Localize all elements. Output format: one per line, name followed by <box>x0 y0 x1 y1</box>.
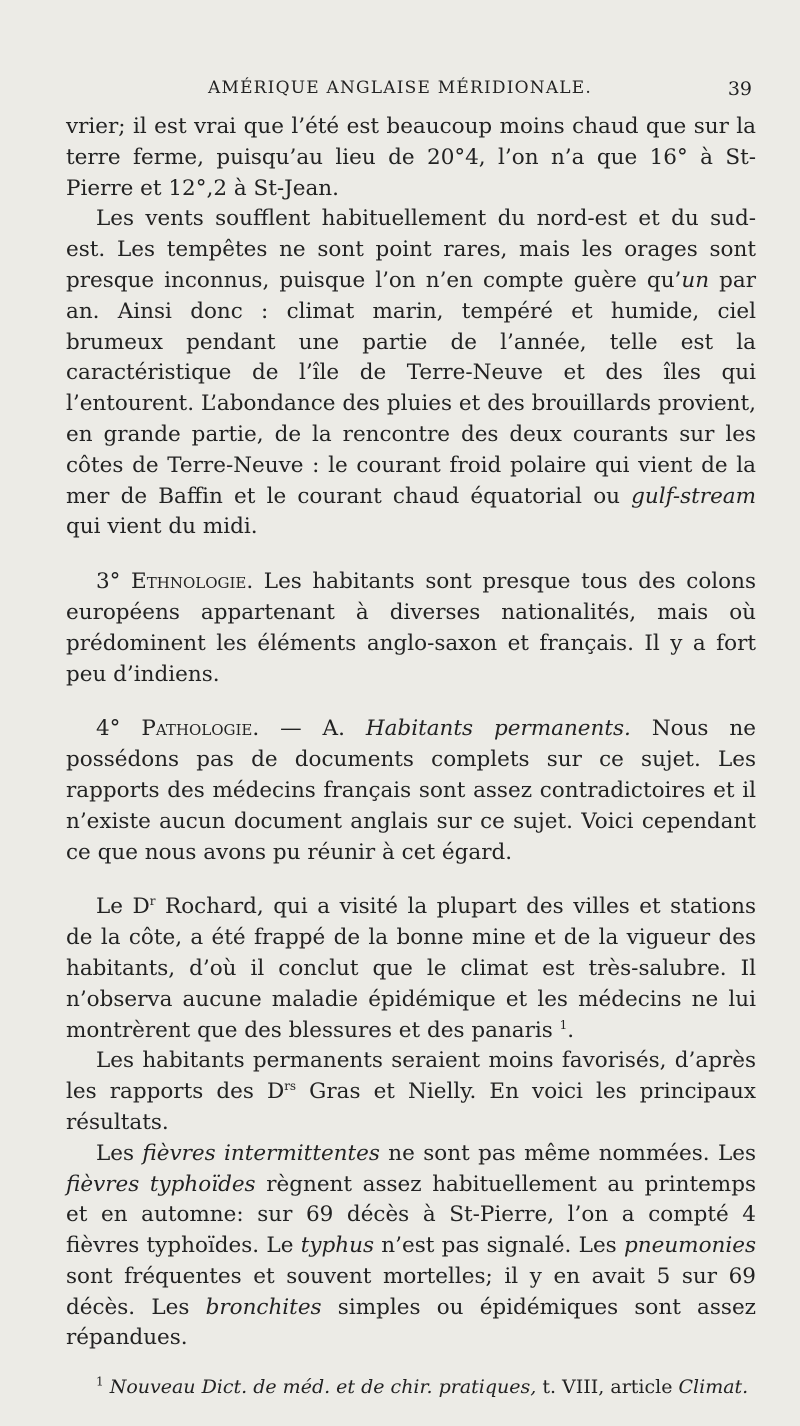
paragraph-text: n’est pas signalé. Les <box>374 1233 624 1259</box>
paragraph-text: Rochard, qui a visité la plupart des villes et stations de la côte, a été frappé de la bonne mine et de la vigueur des habitants, d’où il conclut que le climat est très-salubre. Il n’observa aucune maladie épidémique et les médecins ne lui montrèrent que des blessures et des panaris <box>66 894 756 1043</box>
emphasis-text: fièvres typhoïdes <box>66 1171 256 1197</box>
body-text <box>66 112 756 1354</box>
footnote-marker: 1 <box>96 1374 104 1389</box>
paragraph-text: vrier; il est vrai que l’été est beaucoup moins chaud que sur la terre ferme, puisqu’au lieu de 20°4, l’on n’a que 16° à St-Pierre et 12°,2 à St-Jean. <box>66 114 756 201</box>
paragraph-text: ne sont pas même nommées. Les <box>379 1140 756 1166</box>
running-head <box>0 78 800 108</box>
footnote-article: Climat. <box>678 1376 749 1398</box>
paragraph-winds <box>66 204 756 543</box>
paragraph-text: Les habitants sont presque tous des colons européens appartenant à diverses nationalités, mais où prédominent les éléments anglo-saxon et français. Il y a fort peu d’indiens. <box>66 569 756 687</box>
emphasis-text: bronchites <box>205 1294 322 1320</box>
paragraph-text: Nous ne possédons pas de documents complets sur ce sujet. Les rapports des médecins français sont assez contradictoires et il n’existe aucun document anglais sur ce sujet. Voici cependant ce que nous avons pu réunir à cet égard. <box>66 716 756 865</box>
footnote-reference: 1 <box>559 1017 568 1032</box>
footnote-source: Nouveau Dict. de méd. et de chir. pratiques, <box>109 1376 537 1398</box>
paragraph-text: simples ou épidémiques sont assez répandues. <box>66 1294 756 1351</box>
paragraph-text: Les habitants permanents seraient moins favorisés, d’après les rapports des D <box>66 1048 756 1105</box>
paragraph-text: Le D <box>96 894 150 920</box>
paragraph-text: Les <box>96 1140 143 1166</box>
paragraph-text: — A. <box>259 716 366 742</box>
subsection-title: Habitants permanents. <box>365 716 631 742</box>
paragraph-pathologie <box>66 714 756 868</box>
section-title: Pathologie. <box>141 716 260 742</box>
section-number: 4° <box>96 716 121 742</box>
footnote-text: t. VIII, article <box>536 1376 679 1398</box>
paragraph-text: sont fréquentes et souvent mortelles; il y en avait 5 sur 69 décès. Les <box>66 1263 756 1320</box>
emphasis-text: gulf-stream <box>631 483 756 509</box>
paragraph-text: . <box>567 1017 575 1043</box>
emphasis-text: fièvres intermittentes <box>142 1140 380 1166</box>
emphasis-text: typhus <box>300 1233 374 1259</box>
paragraph-text: règnent assez habituellement au printemps et en automne: sur 69 décès à St-Pierre, l’on a compté 4 fièvres typhoïdes. Le <box>66 1171 756 1259</box>
paragraph-gras-nielly <box>66 1046 756 1138</box>
paragraph-text: par an. Ainsi donc : climat marin, tempéré et humide, ciel brumeux pendant une partie de l’année, telle est la caractéristique de l’île de Terre-Neuve et des îles qui l’entourent. L’abondance des pluies et des brouillards provient, en grande partie, de la rencontre des deux courants sur les côtes de Terre-Neuve : le courant froid polaire qui vient de la mer de Baffin et le courant chaud équatorial ou <box>66 267 756 509</box>
emphasis-text: un <box>681 267 710 293</box>
footnote <box>66 1374 766 1400</box>
paragraph-rochard <box>66 892 756 1046</box>
emphasis-text: pneumonies <box>624 1233 756 1259</box>
paragraph-text: Les vents soufflent habituellement du nord-est et du sud-est. Les tempêtes ne sont point rares, mais les orages sont presque inconnus, puisque l’on n’en compte guère qu’ <box>66 206 756 293</box>
paragraph-fevers <box>66 1139 756 1355</box>
superscript: r <box>149 894 156 909</box>
running-title: AMÉRIQUE ANGLAISE MÉRIDIONALE. <box>207 78 593 98</box>
section-number: 3° <box>96 569 121 595</box>
paragraph-climate-continued <box>66 112 756 204</box>
paragraph-ethnologie <box>66 567 756 690</box>
page-number: 39 <box>727 78 752 100</box>
paragraph-text: Gras et Nielly. En voici les principaux résultats. <box>66 1079 756 1135</box>
section-title: Ethnologie. <box>131 569 254 595</box>
superscript: rs <box>284 1078 297 1093</box>
paragraph-text: qui vient du midi. <box>66 514 258 540</box>
